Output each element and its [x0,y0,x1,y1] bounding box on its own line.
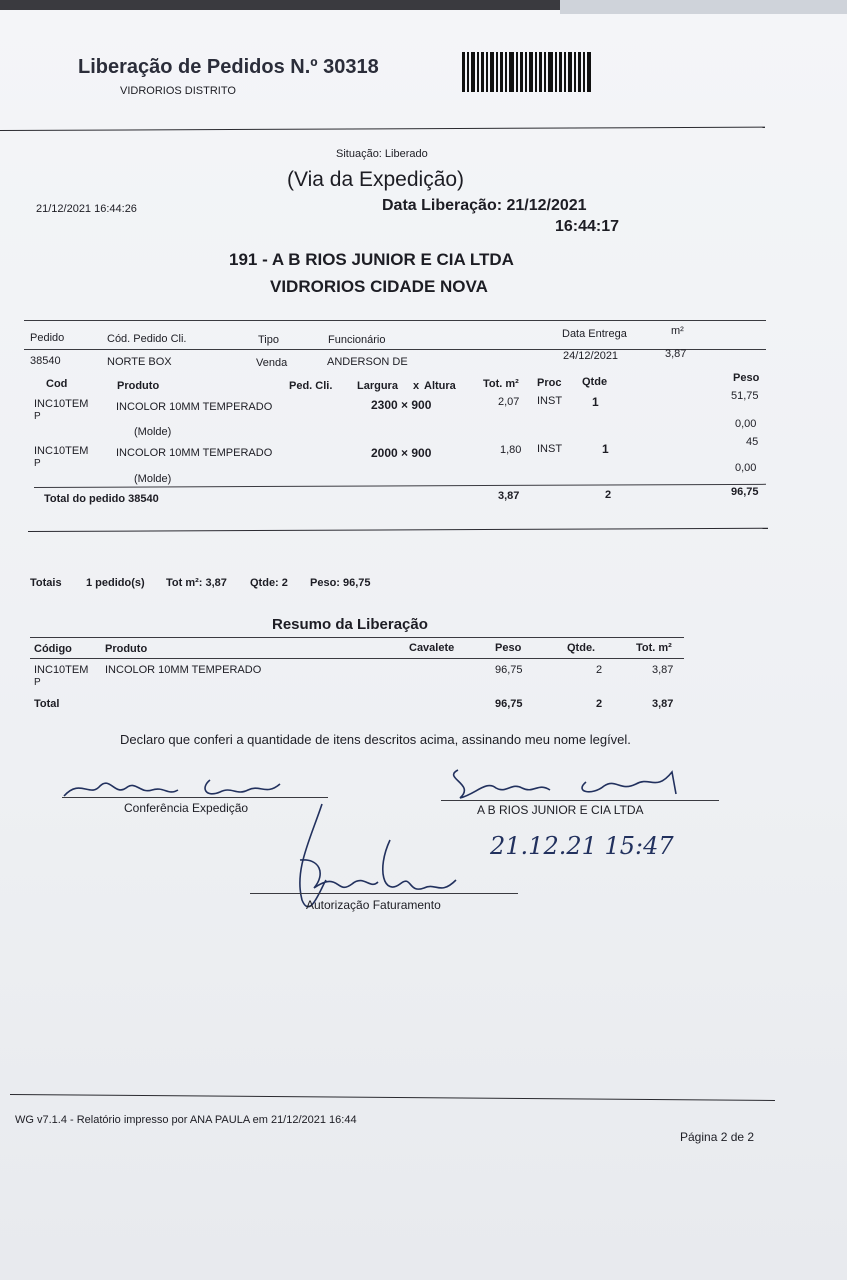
totals-peso: Peso: 96,75 [310,577,371,589]
resumo-col-tot: Tot. m² [636,642,672,654]
item2-molde-peso: 0,00 [735,462,757,474]
resumo-row-produto: INCOLOR 10MM TEMPERADO [105,664,262,676]
handwritten-date: 21.12.21 15:47 [490,832,674,860]
order-table-top-rule [24,320,766,321]
barcode [462,52,592,92]
item1-qtde: 1 [592,395,599,409]
items-col-cod: Cod [46,378,68,390]
resumo-col-codigo: Código [34,643,72,655]
resumo-row-tot: 3,87 [652,664,674,676]
order-cod-cli: NORTE BOX [107,356,172,368]
order-tipo: Venda [256,357,288,369]
resumo-total-qtde: 2 [596,698,603,710]
item1-cod-cont: P [34,411,41,422]
order-total-peso: 96,75 [731,486,759,498]
resumo-col-peso: Peso [495,642,522,654]
photo-edge-light [560,0,847,14]
item1-dims: 2300 × 900 [371,398,432,412]
item1-molde-peso: 0,00 [735,418,757,430]
totals-qtde: Qtde: 2 [250,577,288,589]
resumo-col-cavalete: Cavalete [409,642,455,654]
resumo-title: Resumo da Liberação [272,616,428,633]
item1-produto: INCOLOR 10MM TEMPERADO [116,401,273,413]
resumo-col-qtde: Qtde. [567,642,596,654]
footer-page: Página 2 de 2 [680,1130,755,1144]
totals-pedidos: 1 pedido(s) [86,577,145,589]
resumo-total-peso: 96,75 [495,698,523,710]
item2-qtde: 1 [602,442,609,456]
signature-cliente [446,758,696,804]
col-cod-pedido-cli: Cód. Pedido Cli. [107,333,187,345]
item2-proc: INST [537,443,563,455]
client-name: 191 - A B RIOS JUNIOR E CIA LTDA [229,250,514,269]
item1-cod: INC10TEM [34,398,89,410]
totals-tot: Tot m²: 3,87 [166,577,227,589]
via-label: (Via da Expedição) [287,168,465,191]
resumo-top-rule [30,637,684,638]
conferencia-line [62,797,328,798]
col-m2: m² [671,325,684,337]
client-store: VIDRORIOS CIDADE NOVA [270,277,488,296]
resumo-col-produto: Produto [105,643,148,655]
printed-datetime: 21/12/2021 16:44:26 [36,203,137,215]
declaration: Declaro que conferi a quantidade de itens descritos acima, assinando meu nome legível. [120,732,631,747]
items-col-peso: Peso [733,372,760,384]
order-bottom-rule [28,528,768,532]
resumo-row-codigo-cont: P [34,677,41,688]
resumo-total-label: Total [34,698,60,710]
item2-tot: 1,80 [500,444,522,456]
totals-label: Totais [30,577,62,589]
items-col-largura: Largura [357,380,398,392]
item2-molde: (Molde) [134,473,172,485]
order-total-label: Total do pedido 38540 [44,493,159,505]
footer-rule [10,1094,775,1101]
item2-peso: 45 [746,436,759,448]
order-total-tot: 3,87 [498,490,520,502]
item2-dims: 2000 × 900 [371,446,432,460]
resumo-row-codigo: INC10TEM [34,664,89,676]
autorizacao-label: Autorização Faturamento [306,898,441,912]
data-liberacao-time: 16:44:17 [555,218,620,235]
order-pedido: 38540 [30,355,61,367]
autorizacao-line [250,893,518,894]
resumo-row-peso: 96,75 [495,664,523,676]
item2-cod: INC10TEM [34,445,89,457]
items-col-ped-cli: Ped. Cli. [289,380,333,392]
items-col-qtde: Qtde [582,376,608,388]
resumo-total-tot: 3,87 [652,698,674,710]
items-col-tot-m2: Tot. m² [483,378,519,390]
header-divider [0,127,765,131]
item1-peso: 51,75 [731,390,759,402]
item1-tot: 2,07 [498,396,520,408]
situacao: Situação: Liberado [336,148,428,160]
items-col-x: x [413,380,420,392]
report-title: Liberação de Pedidos N.º 30318 [78,56,379,78]
col-data-entrega: Data Entrega [562,328,627,340]
item1-proc: INST [537,395,563,407]
col-pedido: Pedido [30,332,65,344]
order-funcionario: ANDERSON DE [327,356,408,368]
items-col-produto: Produto [117,380,160,392]
col-tipo: Tipo [258,334,279,346]
col-funcionario: Funcionário [328,334,386,346]
cliente-label: A B RIOS JUNIOR E CIA LTDA [477,803,644,817]
order-header-rule [24,349,766,350]
resumo-row-qtde: 2 [596,664,603,676]
order-data-entrega: 24/12/2021 [563,350,619,362]
resumo-header-rule [30,658,684,659]
items-col-altura: Altura [424,380,456,392]
conferencia-label: Conferência Expedição [124,801,249,815]
order-m2: 3,87 [665,348,687,360]
data-liberacao: Data Liberação: 21/12/2021 [382,197,587,214]
item2-produto: INCOLOR 10MM TEMPERADO [116,447,273,459]
footer-printed-by: WG v7.1.4 - Relatório impresso por ANA PAULA em 21/12/2021 16:44 [15,1114,357,1126]
items-col-proc: Proc [537,377,562,389]
company-name: VIDRORIOS DISTRITO [120,85,236,97]
order-total-qtde: 2 [605,489,612,501]
item1-molde: (Molde) [134,426,172,438]
cliente-line [441,800,719,801]
item2-cod-cont: P [34,458,41,469]
